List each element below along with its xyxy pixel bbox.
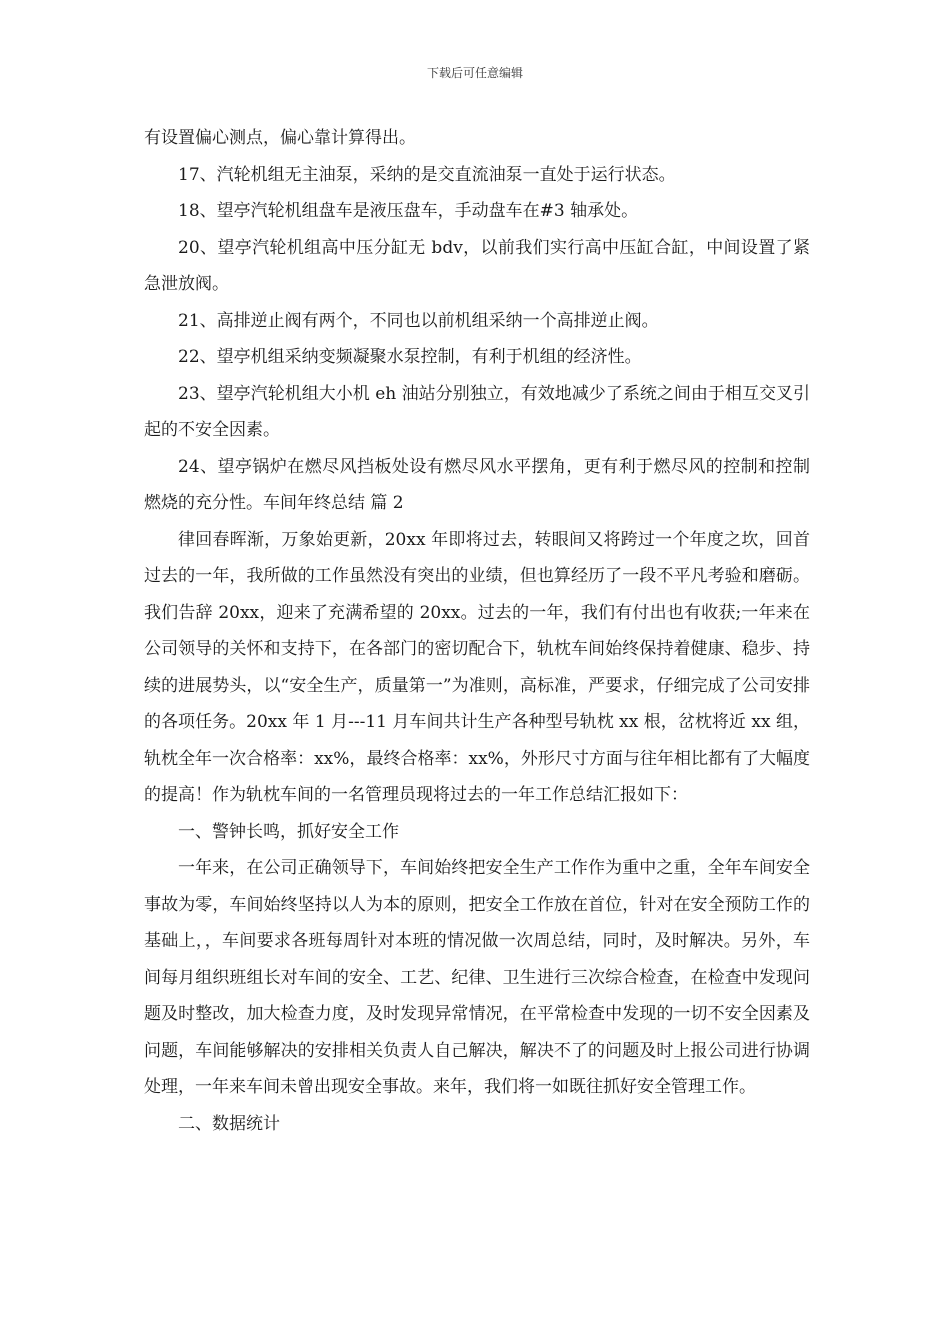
document-body [144,120,810,1142]
paragraph: 有设置偏心测点，偏心靠计算得出。 [144,128,416,148]
paragraph: 律回春晖渐，万象始更新，20xx 年即将过去，转眼间又将跨过一个年度之坎，回首过去的一年，我所做的工作虽然没有突出的业绩，但也算经历了一段不平凡考验和磨砺。我们告辞 20xx，迎来了充满希望的 20xx。过去的一年，我们有付出也有收获;一年来在公司领导的关怀和支持下，在各部门的密切配合下，轨枕车间始终保持着健康、稳步、持续的进展势头，以“安全生产，质量第一”为准则，高标准，严要求，仔细完成了公司安排的各项任务。20xx 年 1 月---11 月车间共计生产各种型号轨枕 xx 根，岔枕将近 xx 组，轨枕全年一次合格率：xx%，最终合格率：xx%，外形尺寸方面与往年相比都有了大幅度的提高！作为轨枕车间的一名管理员现将过去的一年工作总结汇报如下： [144,529,810,805]
paragraph: 17、汽轮机组无主油泵，采纳的是交直流油泵一直处于运行状态。 [178,164,676,185]
paragraph: 18、望亭汽轮机组盘车是液压盘车，手动盘车在#3 轴承处。 [178,201,639,221]
paragraph: 23、望亭汽轮机组大小机 eh 油站分别独立，有效地减少了系统之间由于相互交叉引起的不安全因素。 [144,383,810,440]
paragraph: 20、望亭汽轮机组高中压分缸无 bdv，以前我们实行高中压缸合缸，中间设置了紧急泄放阀。 [144,237,810,294]
page-header: 下载后可任意编辑 [426,66,523,80]
paragraph: 一年来，在公司正确领导下，车间始终把安全生产工作作为重中之重，全年车间安全事故为零，车间始终坚持以人为本的原则，把安全工作放在首位，针对在安全预防工作的基础上，，车间要求各班每周针对本班的情况做一次周总结，同时，及时解决。另外，车间每月组织班组长对车间的安全、工艺、纪律、卫生进行三次综合检查，在检查中发现问题及时整改，加大检查力度，及时发现异常情况，在平常检查中发现的一切不安全因素及问题，车间能够解决的安排相关负责人自己解决，解决不了的问题及时上报公司进行协调处理，一年来车间未曾出现安全事故。来年，我们将一如既往抓好安全管理工作。 [144,858,810,1097]
section-heading: 一、警钟长鸣，抓好安全工作 [178,821,399,842]
paragraph: 21、高排逆止阀有两个，不同也以前机组采纳一个高排逆止阀。 [178,310,659,331]
paragraph: 24、望亭锅炉在燃尽风挡板处设有燃尽风水平摆角，更有利于燃尽风的控制和控制燃烧的充分性。车间年终总结 篇 2 [144,456,810,513]
paragraph: 22、望亭机组采纳变频凝聚水泵控制，有利于机组的经济性。 [178,347,642,367]
section-heading: 二、数据统计 [178,1113,280,1134]
